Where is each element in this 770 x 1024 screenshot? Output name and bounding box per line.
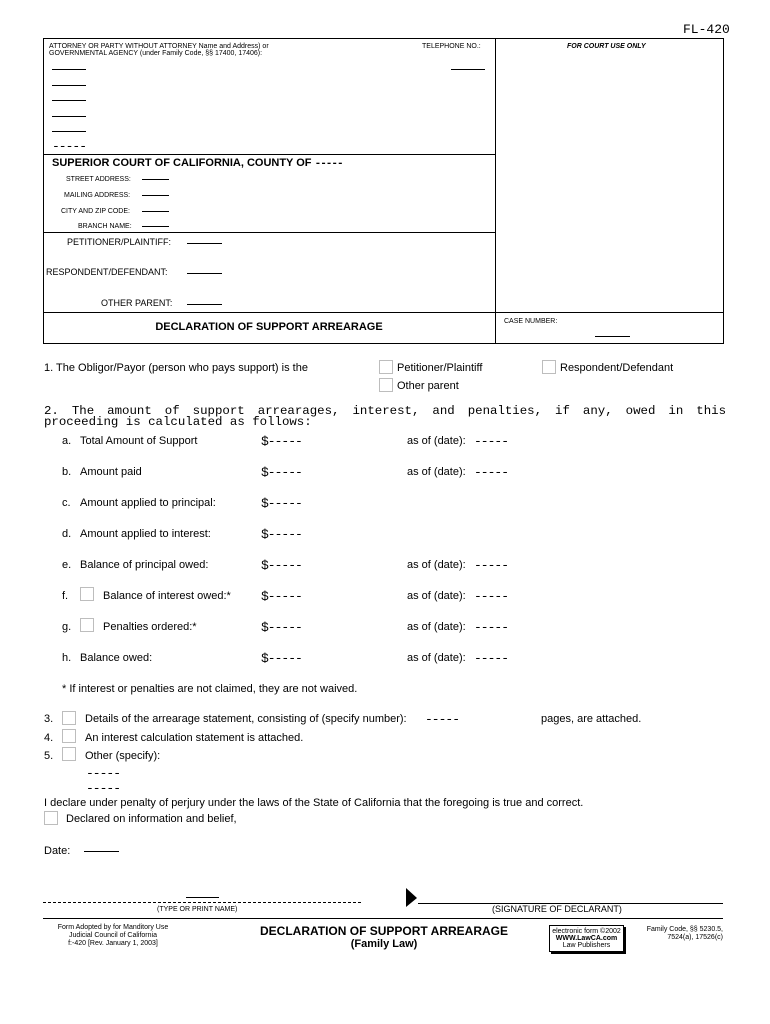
- row-letter: d.: [62, 528, 72, 540]
- row-asof-date[interactable]: -----: [474, 589, 509, 604]
- row-checkbox[interactable]: [80, 587, 94, 601]
- parties-divider: [43, 232, 495, 233]
- signature-arrow-icon: [406, 888, 418, 908]
- row-amount[interactable]: $-----: [261, 434, 302, 449]
- row-amount[interactable]: $-----: [261, 651, 302, 666]
- item2-intro: 2. The amount of support arrearages, interest, and penalties, if any, owed in this proceeding is calculated as follows:: [44, 404, 726, 429]
- name-field[interactable]: [186, 897, 219, 898]
- other-parent-label: OTHER PARENT:: [101, 298, 173, 308]
- option-respondent: Respondent/Defendant: [560, 362, 674, 374]
- signature-label: (SIGNATURE OF DECLARANT): [492, 904, 622, 914]
- mailing-address-field[interactable]: [142, 195, 169, 196]
- item3-value[interactable]: -----: [425, 712, 460, 727]
- other-parent-field[interactable]: [187, 304, 222, 305]
- attorney-line-1[interactable]: [52, 69, 86, 70]
- telephone-label: TELEPHONE NO.:: [422, 43, 481, 50]
- code-citation: Family Code, §§ 5230.5, 7524(a), 17526(c): [646, 926, 723, 941]
- checkbox-info-belief[interactable]: [44, 811, 58, 825]
- form-title: DECLARATION OF SUPPORT ARREARAGE: [155, 321, 383, 333]
- respondent-field[interactable]: [187, 273, 222, 274]
- row-label: Balance owed:: [80, 652, 153, 664]
- city-zip-field[interactable]: [142, 211, 169, 212]
- form-number: FL-420: [683, 22, 730, 37]
- case-number-label: CASE NUMBER:: [504, 318, 558, 325]
- row-letter: a.: [62, 435, 72, 447]
- item5-value-2[interactable]: -----: [86, 781, 121, 796]
- item3-suffix: pages, are attached.: [541, 713, 642, 725]
- row-amount[interactable]: $-----: [261, 527, 302, 542]
- checkbox-item4[interactable]: [62, 729, 76, 743]
- row-letter: b.: [62, 466, 72, 478]
- checkbox-item5[interactable]: [62, 747, 76, 761]
- option-other-parent: Other parent: [397, 380, 459, 392]
- name-line: [43, 902, 361, 903]
- item5-number: 5.: [44, 750, 54, 762]
- petitioner-label: PETITIONER/PLAINTIFF:: [67, 237, 172, 247]
- attorney-label: ATTORNEY OR PARTY WITHOUT ATTORNEY Name and Address) or GOVERNMENTAL AGENCY (under Family Code, §§ 17400, 17406):: [49, 43, 269, 57]
- row-label: Penalties ordered:*: [103, 621, 197, 633]
- item5-text: Other (specify):: [85, 750, 161, 762]
- row-asof-date[interactable]: -----: [474, 620, 509, 635]
- row-asof-label: as of (date):: [407, 559, 466, 571]
- date-field[interactable]: [84, 851, 119, 852]
- court-county-value[interactable]: -----: [314, 158, 343, 170]
- footer-divider: [43, 918, 723, 919]
- checkbox-other-parent[interactable]: [379, 378, 393, 392]
- option-petitioner: Petitioner/Plaintiff: [397, 362, 483, 374]
- row-letter: f.: [62, 590, 69, 602]
- row-label: Total Amount of Support: [80, 435, 198, 447]
- footnote: * If interest or penalties are not claimed, they are not waived.: [62, 683, 358, 695]
- branch-name-field[interactable]: [142, 226, 169, 227]
- date-label: Date:: [44, 845, 71, 857]
- street-address-label: STREET ADDRESS:: [66, 176, 131, 183]
- row-checkbox[interactable]: [80, 618, 94, 632]
- item3-text: Details of the arrearage statement, consisting of (specify number):: [85, 713, 407, 725]
- court-title: SUPERIOR COURT OF CALIFORNIA, COUNTY OF -----: [52, 157, 343, 170]
- court-divider: [43, 154, 495, 155]
- court-use-label: FOR COURT USE ONLY: [567, 43, 646, 50]
- info-belief-text: Declared on information and belief,: [66, 813, 237, 825]
- footer-title: DECLARATION OF SUPPORT ARREARAGE: [259, 924, 508, 938]
- respondent-label: RESPONDENT/DEFENDANT:: [46, 267, 168, 277]
- branch-name-label: BRANCH NAME:: [78, 223, 132, 230]
- attorney-line-2[interactable]: [52, 85, 86, 86]
- row-letter: h.: [62, 652, 72, 664]
- checkbox-item3[interactable]: [62, 711, 76, 725]
- city-zip-label: CITY AND ZIP CODE:: [61, 208, 130, 215]
- row-label: Balance of interest owed:*: [103, 590, 231, 602]
- row-asof-date[interactable]: -----: [474, 465, 509, 480]
- title-divider: [43, 312, 724, 313]
- row-amount[interactable]: $-----: [261, 558, 302, 573]
- footer-subtitle: (Family Law): [350, 938, 418, 950]
- perjury-statement: I declare under penalty of perjury under the laws of the State of California that the foregoing is true and correct.: [44, 797, 584, 809]
- item4-text: An interest calculation statement is attached.: [85, 732, 304, 744]
- row-label: Amount paid: [80, 466, 142, 478]
- case-number-field[interactable]: [595, 336, 630, 337]
- checkbox-respondent[interactable]: [542, 360, 556, 374]
- caption-divider: [495, 38, 496, 344]
- item1-text: 1. The Obligor/Payor (person who pays support) is the: [44, 362, 308, 374]
- row-label: Balance of principal owed:: [80, 559, 209, 571]
- row-letter: c.: [62, 497, 71, 509]
- row-amount[interactable]: $-----: [261, 589, 302, 604]
- publisher-badge: electronic form ©2002 WWW.LawCA.com Law Publishers: [549, 925, 624, 952]
- row-label: Amount applied to principal:: [80, 497, 216, 509]
- attorney-line-4[interactable]: [52, 116, 86, 117]
- item4-number: 4.: [44, 732, 54, 744]
- telephone-field[interactable]: [451, 69, 485, 70]
- row-asof-label: as of (date):: [407, 621, 466, 633]
- item5-value-1[interactable]: -----: [86, 766, 121, 781]
- row-amount[interactable]: $-----: [261, 465, 302, 480]
- row-asof-date[interactable]: -----: [474, 558, 509, 573]
- row-label: Amount applied to interest:: [80, 528, 211, 540]
- adopted-block: Form Adopted by for Manditory Use Judicial Council of California f:-420 [Rev. January 1, 2003]: [57, 924, 169, 947]
- petitioner-field[interactable]: [187, 243, 222, 244]
- attorney-line-5[interactable]: [52, 131, 86, 132]
- row-asof-date[interactable]: -----: [474, 651, 509, 666]
- attorney-line-3[interactable]: [52, 100, 86, 101]
- item3-number: 3.: [44, 713, 54, 725]
- checkbox-petitioner[interactable]: [379, 360, 393, 374]
- type-print-label: (TYPE OR PRINT NAME): [157, 906, 238, 913]
- row-asof-date[interactable]: -----: [474, 434, 509, 449]
- row-asof-label: as of (date):: [407, 435, 466, 447]
- row-asof-label: as of (date):: [407, 590, 466, 602]
- row-letter: e.: [62, 559, 72, 571]
- row-amount[interactable]: $-----: [261, 620, 302, 635]
- row-asof-label: as of (date):: [407, 466, 466, 478]
- row-amount[interactable]: $-----: [261, 496, 302, 511]
- mailing-address-label: MAILING ADDRESS:: [64, 192, 131, 199]
- row-letter: g.: [62, 621, 72, 633]
- row-asof-label: as of (date):: [407, 652, 466, 664]
- street-address-field[interactable]: [142, 179, 169, 180]
- attorney-value[interactable]: -----: [52, 139, 87, 154]
